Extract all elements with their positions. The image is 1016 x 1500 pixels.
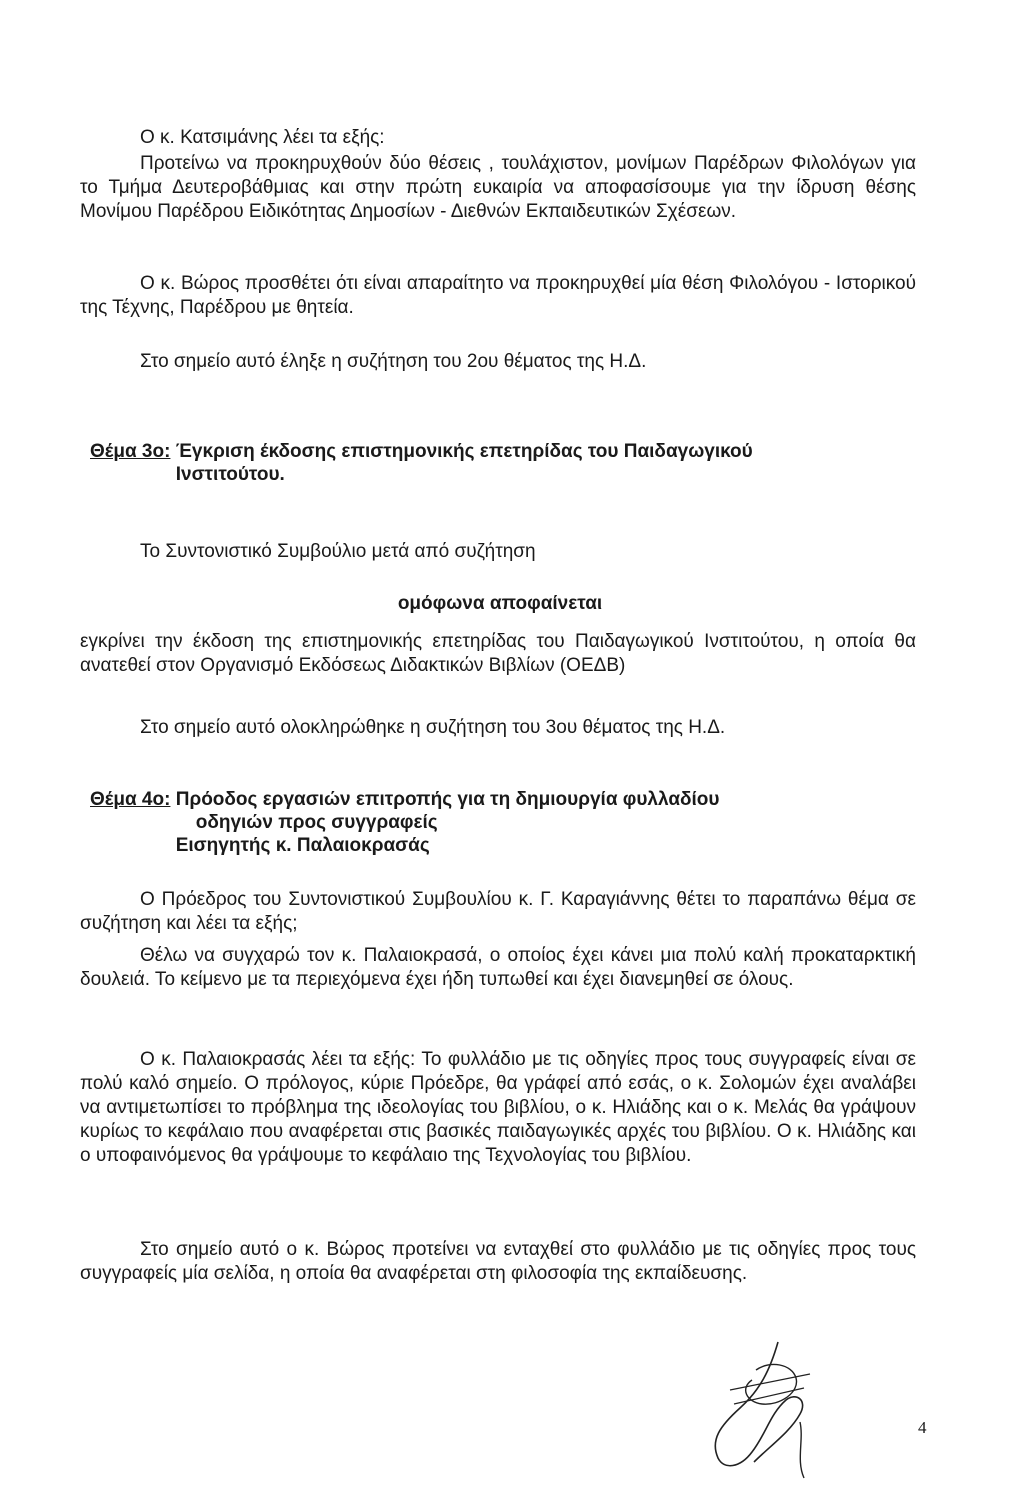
signature-icon [700,1330,830,1480]
topic-title-line: Εισηγητής κ. Παλαιοκρασάς [175,835,430,856]
paragraph: Ο κ. Παλαιοκρασάς λέει τα εξής: Το φυλλάδιο με τις οδηγίες προς τους συγγραφείς είναι σε πολύ καλό σημείο. Ο πρόλογος, κύριε Πρόεδρε, θα γράφεί από εσάς, ο κ. Σολομών έχει αναλάβει να αντιμετωπίσει το πρόβλημα της ιδεολογίας του βιβλίου, ο κ. Ηλιάδης και ο κ. Μελάς θα γράψουν κυρίως το κεφάλαιο που αναφέρεται στις βασικές παιδαγωγικές αρχές του βιβλίου. Ο κ. Ηλιάδης και ο υποφαινόμενος θα γράψουμε το κεφάλαιο της Τεχνολογίας του βιβλίου. [80,1049,916,1166]
paragraph: Προτείνω να προκηρυχθούν δύο θέσεις , τουλάχιστον, μονίμων Παρέδρων Φιλολόγων για το Τμήμα Δευτεροβάθμιας και στην πρώτη ευκαιρία να αποφασίσουμε για την ίδρυση θέσης Μονίμου Παρέδρου Ειδικότητας Δημοσίων - Διεθνών Εκπαιδευτικών Σχέσεων. [80,153,916,222]
closing-statement: Στο σημείο αυτό ολοκληρώθηκε η συζήτηση του 3ου θέματος της Η.Δ. [140,717,726,738]
paragraph: Στο σημείο αυτό ο κ. Βώρος προτείνει να ενταχθεί στο φυλλάδιο με τις οδηγίες προς τους συγγραφείς μία σελίδα, η οποία θα αναφέρεται στη φιλοσοφία της εκπαίδευσης. [80,1239,916,1284]
decision-line: ομόφωνα αποφαίνεται [397,593,603,614]
topic-title-line: Πρόοδος εργασιών επιτροπής για τη δημιουργία φυλλαδίου [175,789,720,810]
paragraph: Το Συντονιστικό Συμβούλιο μετά από συζήτηση [140,541,536,562]
page-number: 4 [918,1418,927,1437]
paragraph: Θέλω να συγχαρώ τον κ. Παλαιοκρασά, ο οποίος έχει κάνει μια πολύ καλή προκαταρκτική δουλειά. Το κείμενο με τα περιεχόμενα έχει ήδη τυπωθεί και έχει διανεμηθεί σε όλους. [80,945,916,990]
speaker-intro: Ο κ. Κατσιμάνης λέει τα εξής: [140,127,385,148]
paragraph: Ο κ. Βώρος προσθέτει ότι είναι απαραίτητο να προκηρυχθεί μία θέση Φιλολόγου - Ιστορικού της Τέχνης, Παρέδρου με θητεία. [80,273,916,318]
paragraph: εγκρίνει την έκδοση της επιστημονικής επετηρίδας του Παιδαγωγικού Ινστιτούτου, η οποία θα ανατεθεί στον Οργανισμό Εκδόσεως Διδακτικών Βιβλίων (ΟΕΔΒ) [80,631,916,676]
topic-title-line: Έγκριση έκδοσης επιστημονικής επετηρίδας του Παιδαγωγικού [175,441,753,462]
topic-3-heading [90,440,753,486]
topic-label: Θέμα 3ο: [90,441,171,462]
paragraph: Ο Πρόεδρος του Συντονιστικού Συμβουλίου κ. Γ. Καραγιάννης θέτει το παραπάνω θέμα σε συζήτηση και λέει τα εξής; [80,889,916,934]
closing-statement: Στο σημείο αυτό έληξε η συζήτηση του 2ου θέματος της Η.Δ. [140,351,647,372]
topic-4-heading [90,788,719,857]
topic-label: Θέμα 4ο: [90,789,171,810]
topic-title-line: οδηγιών προς συγγραφείς [195,812,438,833]
topic-title-line: Ινστιτούτου. [175,464,285,485]
